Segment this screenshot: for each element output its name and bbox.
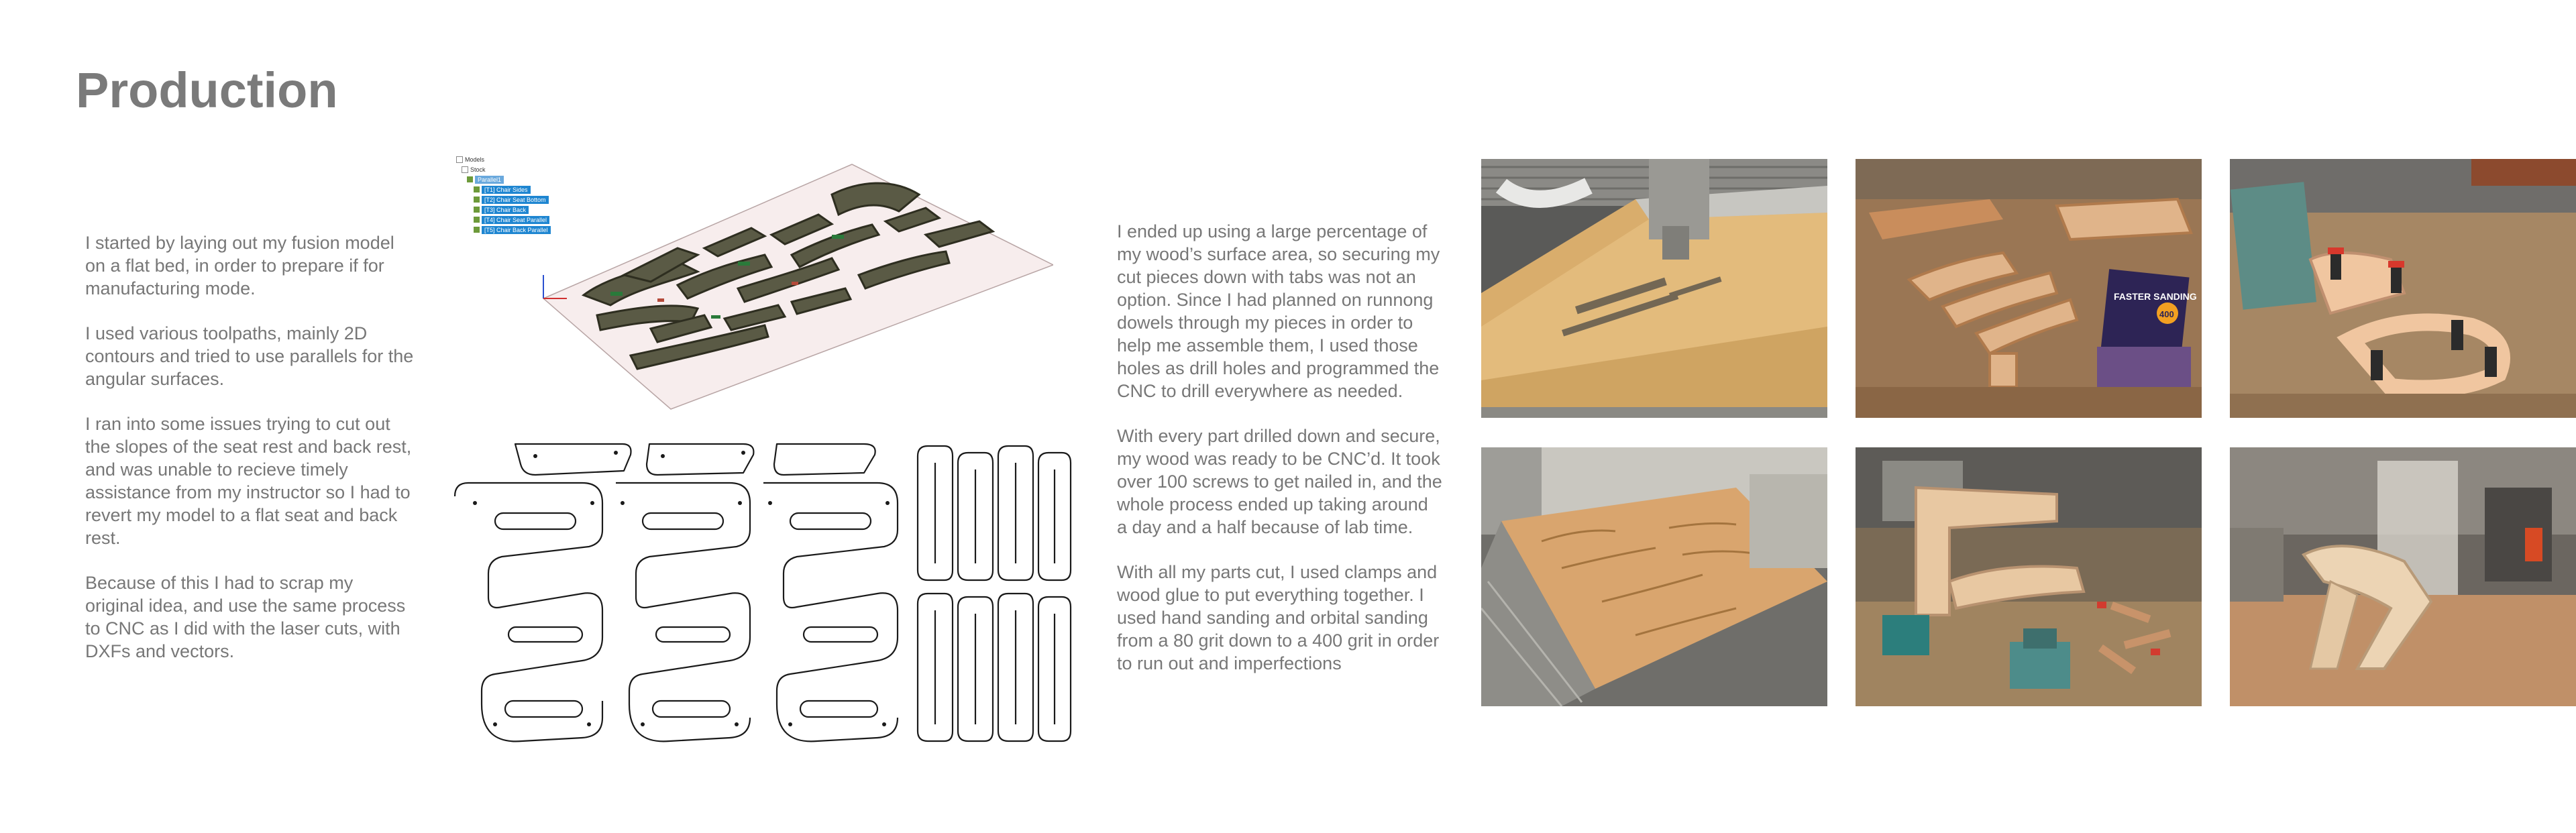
page-title: Production bbox=[76, 62, 338, 118]
cut-slot bbox=[656, 627, 730, 642]
cut-part bbox=[647, 444, 753, 475]
photo-chair-assembly-vise bbox=[1856, 447, 2202, 706]
cnc-cut-layout-diagram bbox=[448, 436, 1079, 758]
middle-text-column bbox=[1117, 220, 1442, 697]
left-text-column bbox=[85, 231, 414, 685]
paragraph: With all my parts cut, I used clamps and wood glue to put everything together. I used hand sanding and orbital sanding from a 80 grit down to a 400 grit in order to run out and imperfections bbox=[1117, 562, 1440, 673]
paragraph: I used various toolpaths, mainly 2D contours and tried to use parallels for the angular surfaces. bbox=[85, 323, 414, 389]
tree-item: [T2] Chair Seat Bottom bbox=[456, 195, 564, 205]
photo-cnc-router-plywood bbox=[1481, 159, 1827, 418]
tree-item: [T5] Chair Back Parallel bbox=[456, 225, 564, 235]
paragraph: I ended up using a large percentage of my wood’s surface area, so securing my cut pieces down with tabs was not an option. Since I had planned on runnong dowels through my pieces in order to help me assemble them, I used those holes as drill holes and programmed the CNC to drill everywhere as needed. bbox=[1117, 221, 1440, 401]
cut-part bbox=[515, 444, 631, 475]
cut-slot bbox=[643, 513, 723, 529]
cut-part bbox=[774, 444, 875, 475]
cut-slot bbox=[790, 513, 871, 529]
sandpaper-grit: 400 bbox=[2159, 309, 2174, 319]
paragraph: I ran into some issues trying to cut out the slopes of the seat rest and back rest, and was unable to recieve timely assistance from my instructor so I had to revert my model to a flat seat and back rest. bbox=[85, 414, 412, 548]
tree-item: [T4] Chair Seat Parallel bbox=[456, 215, 564, 225]
cad-screenshot bbox=[456, 154, 1053, 416]
cut-slot bbox=[505, 701, 582, 717]
cad-toolpath-render bbox=[456, 154, 1053, 416]
photo-finished-chair bbox=[2230, 447, 2576, 706]
paragraph: With every part drilled down and secure, my wood was ready to be CNC’d. It took over 100 screws to get nailed in, and the whole process ended up taking around a day and a half because of lab time. bbox=[1117, 426, 1442, 537]
tree-item: Stock bbox=[456, 164, 564, 174]
paragraph: Because of this I had to scrap my original idea, and use the same process to CNC as I did with the laser cuts, with DXFs and vectors. bbox=[85, 573, 406, 661]
cut-slot bbox=[653, 701, 730, 717]
cut-slot bbox=[804, 627, 877, 642]
paragraph: I started by laying out my fusion model on a flat bed, in order to prepare if for manufacturing mode. bbox=[85, 233, 394, 298]
sandpaper-label: FASTER SANDING bbox=[2114, 291, 2197, 302]
photo-clamped-chair-parts bbox=[2230, 159, 2576, 418]
cut-slot bbox=[508, 627, 582, 642]
tree-item: Parallel1 bbox=[456, 174, 564, 184]
tree-item: [T3] Chair Back bbox=[456, 205, 564, 215]
cut-part bbox=[616, 483, 750, 741]
tree-item: Models bbox=[456, 154, 564, 164]
photo-cut-pieces-bench bbox=[1856, 159, 2202, 418]
cut-slot bbox=[800, 701, 877, 717]
photo-cnc-bed-after-cut bbox=[1481, 447, 1827, 706]
tree-item: [T1] Chair Sides bbox=[456, 184, 564, 195]
cut-part bbox=[763, 483, 898, 741]
cut-slot bbox=[495, 513, 576, 529]
